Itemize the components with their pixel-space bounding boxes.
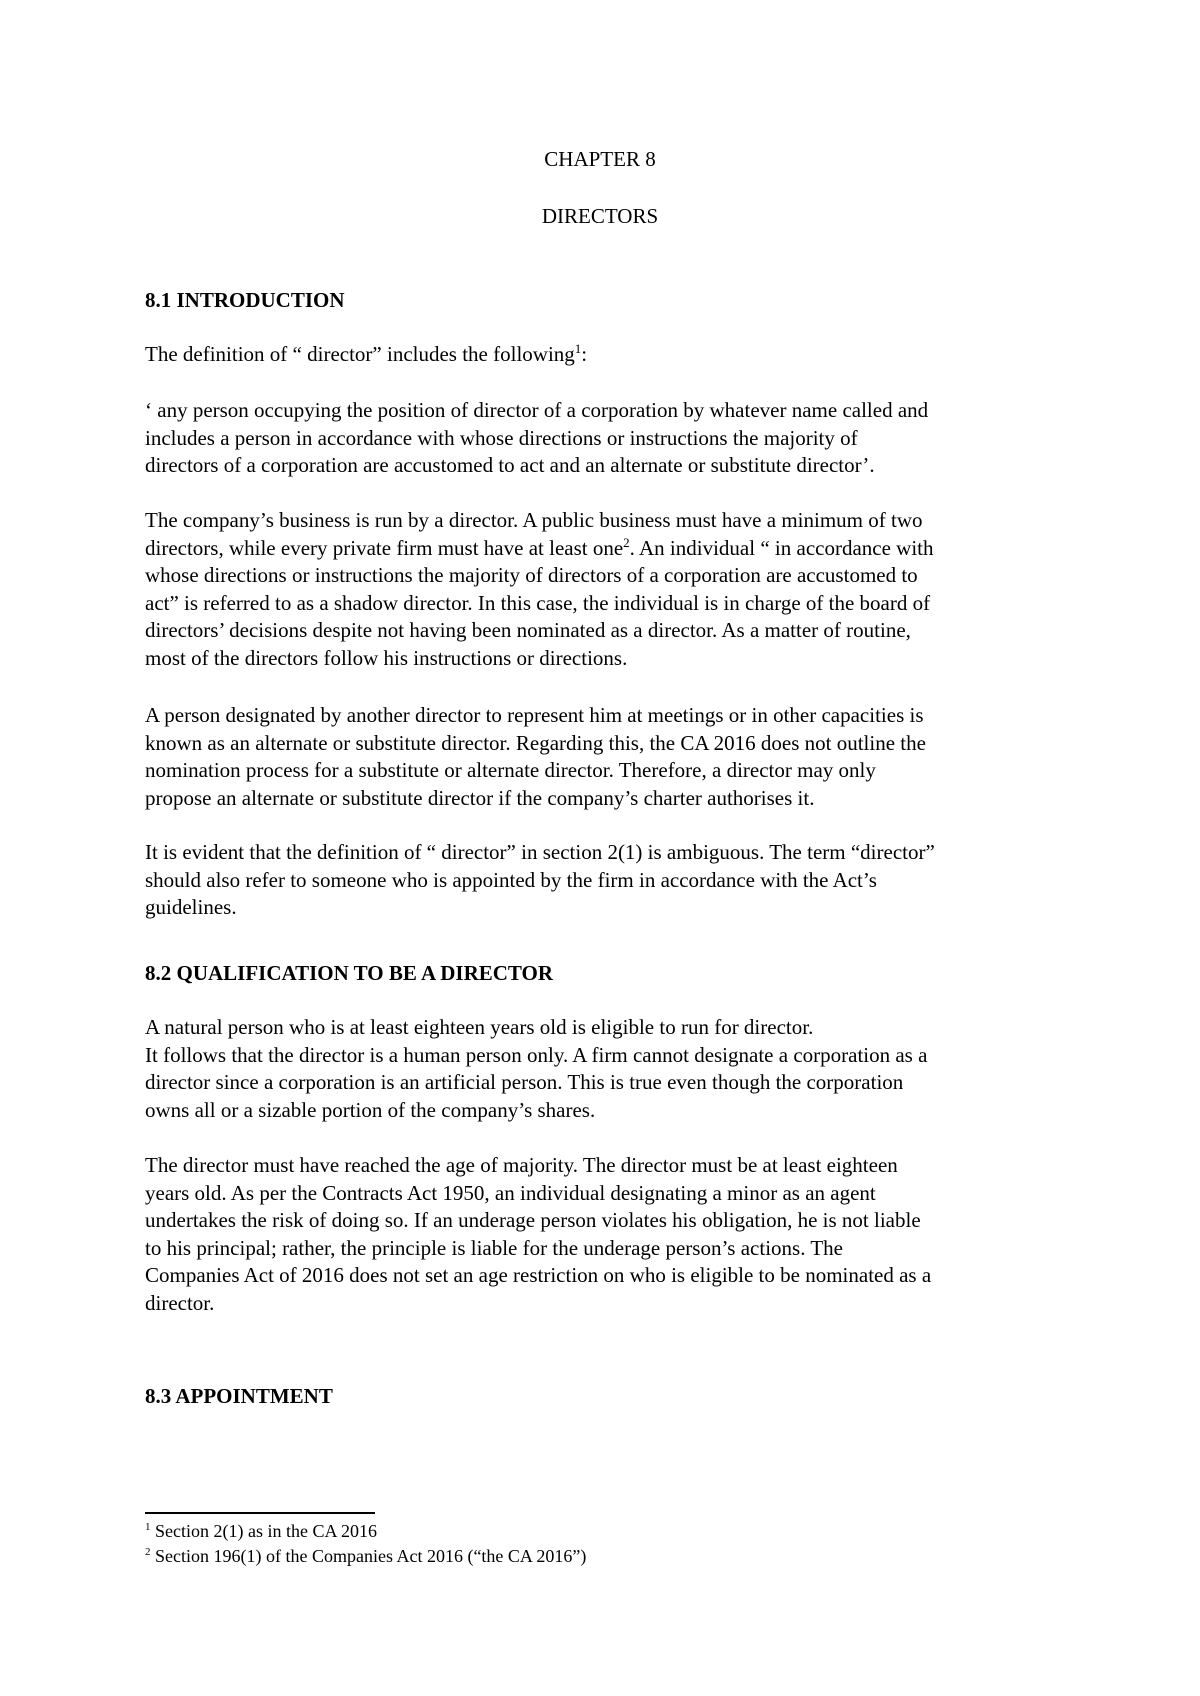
section-heading-appointment: 8.3 APPOINTMENT [145,1384,333,1408]
footnote-2 [145,1545,586,1567]
text-line: It follows that the director is a human person only. A firm cannot designate a corporation as a [145,1042,928,1067]
text-line: A natural person who is at least eighteen years old is eligible to run for director. [145,1015,814,1039]
text-segment: directors, while every private firm must have at least one [145,535,624,560]
text-line: includes a person in accordance with whose directions or instructions the majority of [145,425,858,450]
footnote-ref-2: 2 [623,534,630,550]
footnote-text: Section 196(1) of the Companies Act 2016 (“the CA 2016”) [155,1546,587,1566]
text-line: The company’s business is run by a director. A public business must have a minimum of two [145,508,923,532]
footnote-number: 2 [145,1546,151,1558]
definition-ambiguity-paragraph [145,839,1080,922]
footnote-separator [145,1512,375,1514]
footnote-number: 1 [145,1521,151,1533]
text-line: It is evident that the definition of “ director” in section 2(1) is ambiguous. The term “director” [145,840,935,864]
text-line: owns all or a sizable portion of the company’s shares. [145,1097,596,1122]
text-line: directors’ decisions despite not having been nominated as a director. As a matter of routine, [145,618,911,643]
text-line: most of the directors follow his instructions or directions. [145,645,628,670]
text-line: whose directions or instructions the majority of directors of a corporation are accustomed to [145,563,918,588]
text-line: years old. As per the Contracts Act 1950, an individual designating a minor as an agent [145,1180,876,1205]
text-line: ‘ any person occupying the position of director of a corporation by whatever name called and [145,398,929,422]
text-line: director. [145,1290,215,1315]
text-line: directors of a corporation are accustomed to act and an alternate or substitute director’. [145,453,875,478]
intro-definition-paragraph [145,341,1080,369]
text-line: to his principal; rather, the principle is liable for the underage person’s actions. The [145,1235,843,1260]
text-line: The director must have reached the age of majority. The director must be at least eighteen [145,1153,898,1177]
section-heading-introduction: 8.1 INTRODUCTION [145,288,345,312]
text-line: nomination process for a substitute or alternate director. Therefore, a director may only [145,758,876,783]
text-line: known as an alternate or substitute director. Regarding this, the CA 2016 does not outline the [145,730,926,755]
definition-quote-paragraph [145,397,1080,480]
age-of-majority-paragraph [145,1152,1080,1318]
natural-person-paragraph [145,1014,1080,1124]
text-line: act” is referred to as a shadow director. In this case, the individual is in charge of the board of [145,590,931,615]
text-line: propose an alternate or substitute director if the company’s charter authorises it. [145,785,815,810]
chapter-number: CHAPTER 8 [544,147,656,171]
footnote-text: Section 2(1) as in the CA 2016 [155,1521,377,1541]
shadow-director-paragraph [145,507,1080,673]
footnote-ref-1: 1 [574,341,582,356]
text-line: guidelines. [145,895,237,920]
section-heading-qualification: 8.2 QUALIFICATION TO BE A DIRECTOR [145,961,554,985]
text-segment: . An individual “ in accordance with [629,535,934,560]
chapter-title: DIRECTORS [541,204,659,228]
text-line: A person designated by another director to represent him at meetings or in other capacities is [145,703,924,727]
text-line: undertakes the risk of doing so. If an underage person violates his obligation, he is not liable [145,1208,921,1233]
alternate-director-paragraph [145,702,1080,812]
text-line: Companies Act of 2016 does not set an age restriction on who is eligible to be nominated as a [145,1263,932,1288]
intro-definition-colon: : [581,342,588,366]
footnote-1 [145,1520,377,1542]
intro-definition-text: The definition of “ director” includes the following [145,342,575,366]
text-line: should also refer to someone who is appointed by the firm in accordance with the Act’s [145,867,877,892]
text-line: director since a corporation is an artificial person. This is true even though the corporation [145,1070,904,1095]
